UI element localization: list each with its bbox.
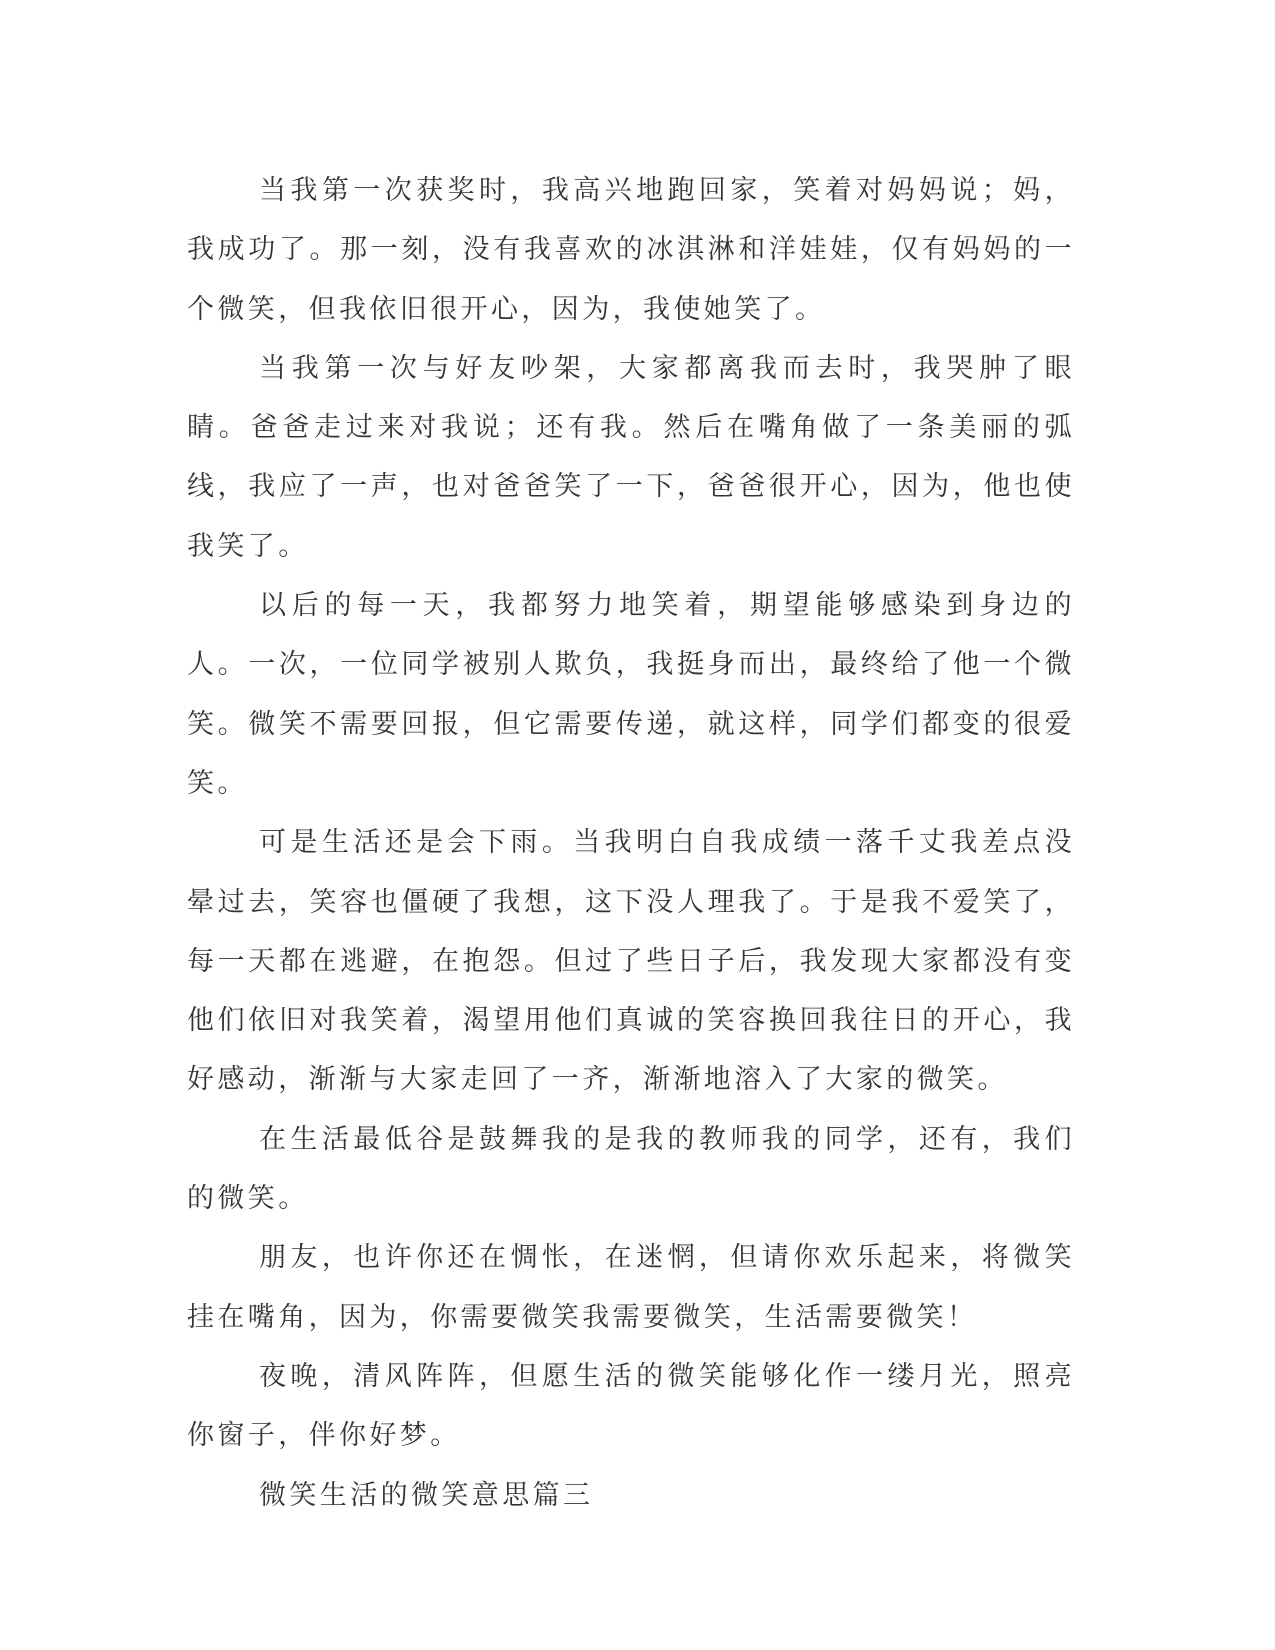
paragraph-3: 以后的每一天，我都努力地笑着，期望能够感染到身边的人。一次，一位同学被别人欺负，我挺身而出，最终给了他一个微笑。微笑不需要回报，但它需要传递，就这样，同学们都变的很爱笑。	[187, 590, 1075, 799]
paragraph-7: 夜晚，清风阵阵，但愿生活的微笑能够化作一缕月光，照亮你窗子，伴你好梦。	[187, 1360, 1075, 1452]
document-body	[187, 161, 1075, 1525]
paragraph-4: 可是生活还是会下雨。当我明白自我成绩一落千丈我差点没晕过去，笑容也僵硬了我想，这下没人理我了。于是我不爱笑了，每一天都在逃避，在抱怨。但过了些日子后，我发现大家都没有变他们依旧对我笑着，渴望用他们真诚的笑容换回我往日的开心，我好感动，渐渐与大家走回了一齐，渐渐地溶入了大家的微笑。	[187, 827, 1075, 1096]
paragraph-2: 当我第一次与好友吵架，大家都离我而去时，我哭肿了眼睛。爸爸走过来对我说；还有我。然后在嘴角做了一条美丽的弧线，我应了一声，也对爸爸笑了一下，爸爸很开心，因为，他也使我笑了。	[187, 352, 1075, 562]
paragraph-1: 当我第一次获奖时，我高兴地跑回家，笑着对妈妈说；妈，我成功了。那一刻，没有我喜欢的冰淇淋和洋娃娃，仅有妈妈的一个微笑，但我依旧很开心，因为，我使她笑了。	[187, 175, 1075, 325]
paragraph-6: 朋友，也许你还在惆怅，在迷惘，但请你欢乐起来，将微笑挂在嘴角，因为，你需要微笑我需要微笑，生活需要微笑！	[187, 1242, 1075, 1333]
section-heading: 微笑生活的微笑意思篇三	[259, 1479, 594, 1511]
paragraph-5: 在生活最低谷是鼓舞我的是我的教师我的同学，还有，我们的微笑。	[187, 1123, 1075, 1215]
